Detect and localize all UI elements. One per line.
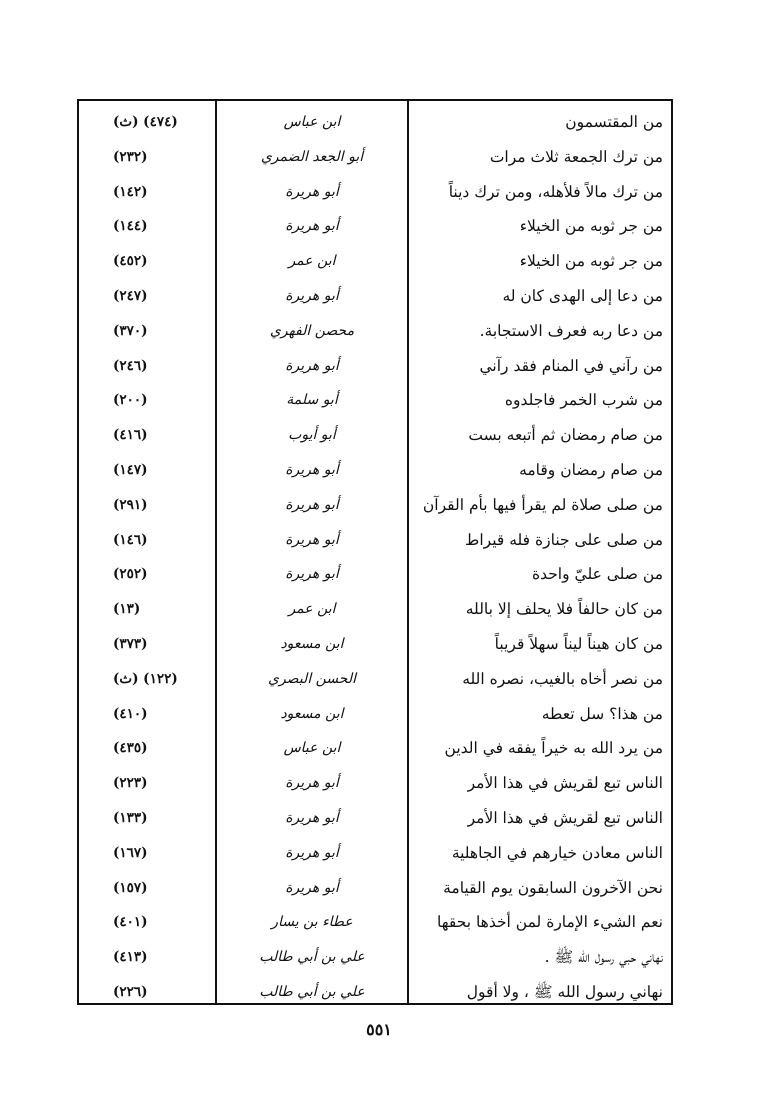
reference-number: (٢٢٦) xyxy=(113,983,148,1000)
table-row xyxy=(79,523,671,558)
narrator: أبو سلمة xyxy=(286,392,338,409)
narrator: أبو هريرة xyxy=(285,287,339,304)
hadith-text: من شرب الخمر فاجلدوه xyxy=(504,391,663,410)
hadith-text: نهاني حبي رسول الله ﷺ . xyxy=(544,948,663,967)
narrator: أبو أيوب xyxy=(288,427,336,444)
hadith-text: من كان هيناً ليناً سهلاً قريباً xyxy=(494,634,663,653)
table-row xyxy=(79,697,671,732)
hadith-text: من صلى على جنازة فله قيراط xyxy=(465,530,663,549)
hadith-text: من جر ثوبه من الخيلاء xyxy=(519,217,663,236)
hadith-text: نهاني رسول الله ﷺ ، ولا أقول xyxy=(466,982,663,1001)
hadith-text: من هذا؟ سل تعطه xyxy=(541,704,663,723)
hadith-text: من صام رمضان ثم أتبعه بست xyxy=(468,426,663,445)
hadith-text: من صلى صلاة لم يقرأ فيها بأم القرآن xyxy=(422,495,663,514)
reference-number: (٤١٠) xyxy=(113,705,148,722)
narrator: أبو هريرة xyxy=(285,809,339,826)
reference-number: (٣٧٣) xyxy=(113,635,148,652)
hadith-text: من المقتسمون xyxy=(565,113,663,131)
hadith-text: من دعا إلى الهدى كان له xyxy=(502,286,663,305)
reference-number: (٢٤٦) xyxy=(113,357,148,374)
table-row xyxy=(79,140,671,175)
table-row xyxy=(79,244,671,279)
reference-number: (١٥٧) xyxy=(113,879,148,896)
table-row xyxy=(79,383,671,418)
narrator: علي بن أبي طالب xyxy=(259,983,365,1000)
reference-number: (١٣٣) xyxy=(113,809,148,826)
table-row xyxy=(79,488,671,523)
table-row xyxy=(79,349,671,384)
reference-number: (٤١٦) xyxy=(113,427,148,444)
table-row xyxy=(79,105,671,140)
hadith-text: الناس تبع لقريش في هذا الأمر xyxy=(467,808,663,827)
narrator: ابن عمر xyxy=(288,601,336,618)
table-row xyxy=(79,975,671,1010)
table-row xyxy=(79,418,671,453)
hadith-text: من صام رمضان وقامه xyxy=(519,460,663,479)
hadith-text: من كان حالفاً فلا يحلف إلا بالله xyxy=(465,600,663,619)
table-row xyxy=(79,836,671,871)
narrator: أبو هريرة xyxy=(285,183,339,200)
page-number: ٥٥١ xyxy=(366,1020,392,1039)
narrator: أبو هريرة xyxy=(285,357,339,374)
table-row xyxy=(79,592,671,627)
reference-number: (٢٤٧) xyxy=(113,287,148,304)
reference-number: (١٦٧) xyxy=(113,844,148,861)
reference-number: (٢٩١) xyxy=(113,496,148,513)
hadith-text: من دعا ربه فعرف الاستجابة. xyxy=(479,321,663,340)
reference-number: (١٤٦) xyxy=(113,531,148,548)
narrator: الحسن البصري xyxy=(268,670,356,687)
narrator: أبو هريرة xyxy=(285,879,339,896)
reference-number: (١٢٢) (ث) xyxy=(113,670,178,687)
hadith-text: من يرد الله به خيراً يفقه في الدين xyxy=(444,739,663,758)
narrator: أبو هريرة xyxy=(285,496,339,513)
table-rows xyxy=(79,105,671,1010)
hadith-text: الناس تبع لقريش في هذا الأمر xyxy=(467,774,663,793)
hadith-text: من جر ثوبه من الخيلاء xyxy=(519,252,663,271)
narrator: أبو هريرة xyxy=(285,844,339,861)
hadith-text: من نصر أخاه بالغيب، نصره الله xyxy=(462,669,663,688)
reference-number: (٤٧٤) (ث) xyxy=(113,114,178,130)
narrator: علي بن أبي طالب xyxy=(259,949,365,966)
table-row xyxy=(79,314,671,349)
reference-number: (٤٥٢) xyxy=(113,253,148,270)
reference-number: (٤٠١) xyxy=(113,914,148,931)
narrator: أبو الجعد الضمري xyxy=(260,148,364,165)
table-row xyxy=(79,940,671,975)
narrator: أبو هريرة xyxy=(285,531,339,548)
reference-number: (١٣) xyxy=(113,601,141,618)
table-row xyxy=(79,627,671,662)
narrator: ابن مسعود xyxy=(280,705,344,722)
reference-number: (٤١٣) xyxy=(113,949,148,966)
hadith-text: من ترك مالاً فلأهله، ومن ترك ديناً xyxy=(448,182,663,201)
reference-number: (٢٥٢) xyxy=(113,566,148,583)
narrator: ابن عمر xyxy=(288,253,336,270)
narrator: ابن مسعود xyxy=(280,635,344,652)
table-row xyxy=(79,557,671,592)
narrator: أبو هريرة xyxy=(285,461,339,478)
narrator: ابن عباس xyxy=(283,114,341,130)
hadith-index-table xyxy=(77,99,673,1005)
narrator: أبو هريرة xyxy=(285,218,339,235)
hadith-text: من رآني في المنام فقد رآني xyxy=(479,356,663,375)
table-row xyxy=(79,905,671,940)
hadith-text: الناس معادن خيارهم في الجاهلية xyxy=(451,843,663,862)
table-row xyxy=(79,453,671,488)
narrator: أبو هريرة xyxy=(285,775,339,792)
table-row xyxy=(79,279,671,314)
reference-number: (٢٠٠) xyxy=(113,392,148,409)
narrator: أبو هريرة xyxy=(285,566,339,583)
reference-number: (٢٢٣) xyxy=(113,775,148,792)
reference-number: (٢٣٢) xyxy=(113,148,148,165)
table-row xyxy=(79,871,671,906)
hadith-text: من صلى عليّ واحدة xyxy=(531,565,663,584)
hadith-text: من ترك الجمعة ثلاث مرات xyxy=(489,147,663,166)
reference-number: (٤٣٥) xyxy=(113,740,148,757)
reference-number: (٣٧٠) xyxy=(113,322,148,339)
table-row xyxy=(79,766,671,801)
narrator: ابن عباس xyxy=(283,740,341,757)
narrator: محصن الفهري xyxy=(269,322,355,339)
reference-number: (١٤٢) xyxy=(113,183,148,200)
table-row xyxy=(79,209,671,244)
reference-number: (١٤٧) xyxy=(113,461,148,478)
table-row xyxy=(79,801,671,836)
hadith-text: نحن الآخرون السابقون يوم القيامة xyxy=(443,878,663,897)
table-row xyxy=(79,175,671,210)
narrator: عطاء بن يسار xyxy=(271,914,353,931)
reference-number: (١٤٤) xyxy=(113,218,148,235)
hadith-text: نعم الشيء الإمارة لمن أخذها بحقها xyxy=(436,913,663,932)
table-row xyxy=(79,662,671,697)
table-row xyxy=(79,731,671,766)
